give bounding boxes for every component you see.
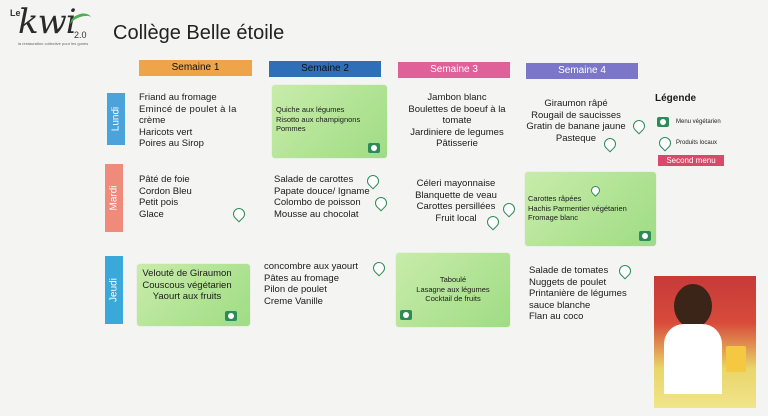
menu-jeudi-s2: concombre aux yaourt Pâtes au fromage Pilon de poulet Creme Vanille	[264, 261, 358, 307]
menu-jeudi-s3-vegetarian: Taboulé Lasagne aux légumes Cocktail de fruits	[396, 253, 510, 327]
day-label-mardi: Mardi	[105, 164, 123, 232]
day-label-jeudi: Jeudi	[105, 256, 123, 324]
page-title: Collège Belle étoile	[113, 22, 285, 44]
vegetarian-menu-icon	[225, 311, 237, 321]
local-product-icon	[657, 135, 674, 152]
legend-title: Légende	[655, 93, 697, 104]
legend-vegetarian-label: Menu végétarien	[676, 119, 721, 125]
menu-mardi-s4-vegetarian: Carottes râpées Hachis Parmentier végétarien Fromage blanc	[525, 172, 656, 246]
logo-prefix: Le	[10, 8, 21, 18]
week-header-3: Semaine 3	[398, 62, 510, 78]
logo-tagline: la restauration collective pour les gones	[18, 41, 89, 46]
week-header-4: Semaine 4	[526, 63, 638, 79]
day-label-lundi: Lundi	[107, 93, 125, 145]
menu-mardi-s2: Salade de carottes Papate douce/ Igname Colombo de poisson Mousse au chocolat	[274, 174, 370, 220]
logo-name: kwi	[18, 2, 76, 42]
legend-local-label: Produits locaux	[676, 140, 718, 146]
week-header-2: Semaine 2	[269, 61, 381, 77]
menu-mardi-s1: Pâté de foie Cordon Bleu Petit pois Glace	[139, 174, 192, 220]
vegetarian-menu-icon	[639, 231, 651, 241]
child-photo	[654, 276, 756, 408]
kwi-logo	[10, 2, 98, 48]
menu-mardi-s3: Céleri mayonnaise Blanquette de veau Carottes persillées Fruit local	[415, 178, 497, 224]
menu-lundi-s3: Jambon blanc Boulettes de boeuf à la tomate Jardiniere de legumes Pâtisserie	[408, 92, 506, 149]
logo-version: 2.0	[74, 30, 87, 40]
week-header-1: Semaine 1	[139, 60, 252, 76]
vegetarian-menu-icon	[657, 117, 669, 127]
legend-second-menu: Second menu	[658, 155, 724, 166]
menu-lundi-s1: Friand au fromage Emincé de poulet à la crème Haricots vert Poires au Sirop	[139, 92, 237, 149]
menu-jeudi-s4: Salade de tomates Nuggets de poulet Printanière de légumes sauce blanche Flan au coco	[529, 265, 627, 322]
local-product-icon	[631, 118, 648, 135]
vegetarian-menu-icon	[400, 310, 412, 320]
menu-lundi-s2-vegetarian: Quiche aux légumes Risotto aux champignons Pommes	[272, 85, 387, 158]
vegetarian-menu-icon	[368, 143, 380, 153]
menu-jeudi-s1-vegetarian: Velouté de Giraumon Couscous végétarien Yaourt aux fruits	[137, 264, 250, 326]
menu-lundi-s4: Giraumon râpé Rougail de saucisses Gratin de banane jaune Pasteque	[526, 98, 626, 144]
